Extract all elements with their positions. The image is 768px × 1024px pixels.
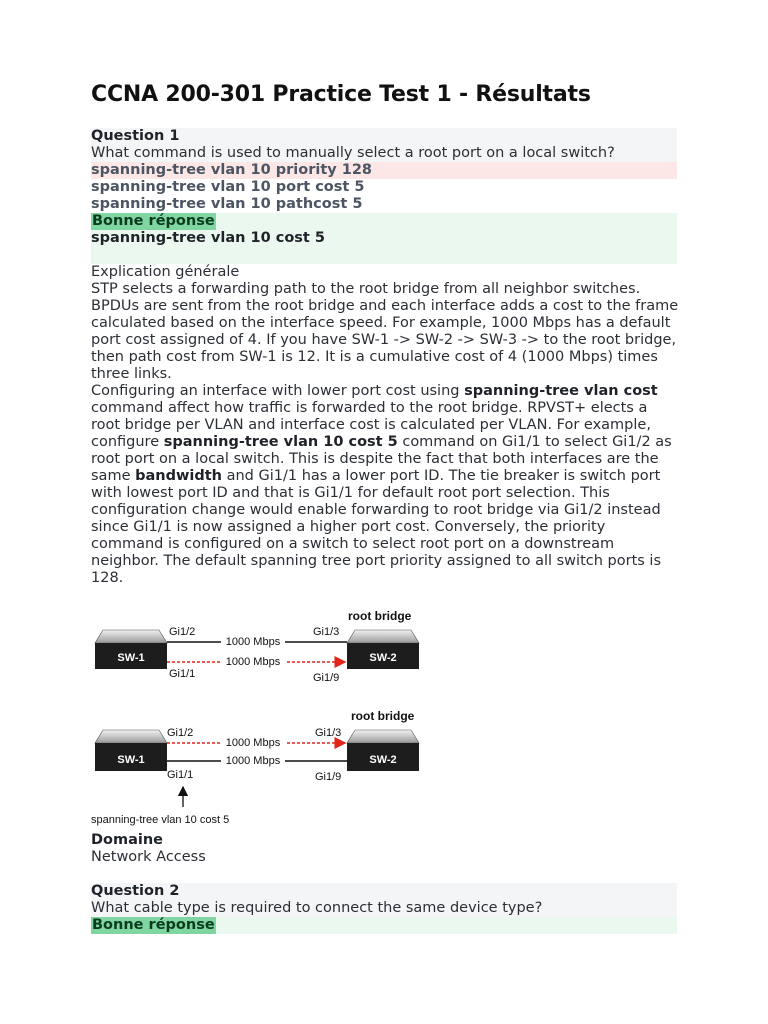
question-1 (91, 128, 677, 264)
switch-sw1 (95, 730, 167, 771)
page-title: CCNA 200-301 Practice Test 1 - Résultats (91, 82, 591, 107)
switch-sw2 (347, 730, 419, 771)
port-label: Gi1/2 (167, 727, 194, 739)
answer-option: spanning-tree vlan 10 port cost 5 (91, 179, 365, 195)
explanation-heading: Explication générale (91, 264, 240, 280)
annotation-text: spanning-tree vlan 10 cost 5 (91, 814, 230, 826)
question-label: Question 2 (91, 883, 677, 900)
root-bridge-label: root bridge (351, 709, 415, 723)
explanation (91, 264, 681, 587)
port-label: Gi1/1 (169, 668, 196, 680)
question-text: What cable type is required to connect the same device type? (91, 900, 677, 917)
port-label: Gi1/3 (315, 727, 342, 739)
link-speed-label: 1000 Mbps (225, 636, 281, 648)
domain-heading: Domaine (91, 832, 164, 848)
question-label: Question 1 (91, 128, 677, 145)
switch-label: SW-2 (369, 754, 397, 766)
correct-answer-panel (91, 213, 677, 264)
port-label: Gi1/9 (313, 672, 340, 684)
root-bridge-label: root bridge (348, 609, 412, 623)
domain-value: Network Access (91, 849, 206, 865)
domain-section (91, 832, 206, 866)
question-2 (91, 883, 677, 934)
port-label: Gi1/9 (315, 771, 342, 783)
stp-diagram-default (91, 605, 431, 690)
correct-answer: spanning-tree vlan 10 cost 5 (91, 230, 325, 246)
port-label: Gi1/2 (169, 626, 196, 638)
switch-label: SW-2 (369, 652, 397, 664)
explanation-paragraph-2: Configuring an interface with lower port cost using spanning-tree vlan cost command affect how traffic is forwarded to the root bridge. RPVST+ elects a root bridge per VLAN and interface cost is calculated per VLAN. For example, configure spanning-tree vlan 10 cost 5 command on Gi1/1 to select Gi1/2 as root port on a local switch. This is despite the fact that both interfaces are the same bandwidth and Gi1/1 has a lower port ID. The tie breaker is switch port with lowest port ID and that is Gi1/1 for default root port selection. This configuration change would enable forwarding to root bridge via Gi1/2 instead since Gi1/1 is now assigned a higher port cost. Conversely, the priority command is configured on a switch to select root port on a downstream neighbor. The default spanning tree port priority assigned to all switch ports is 128. (91, 383, 672, 586)
port-label: Gi1/3 (313, 626, 340, 638)
explanation-paragraph-1: STP selects a forwarding path to the root bridge from all neighbor switches. BPDUs are sent from the root bridge and each interface adds a cost to the frame calculated based on the interface speed. For example, 1000 Mbps has a default port cost assigned of 4. If you have SW-1 -> SW-2 -> SW-3 -> to the root bridge, then path cost from SW-1 is 12. It is a cumulative cost of 4 (1000 Mbps) times three links. (91, 281, 679, 382)
correct-answer-badge: Bonne réponse (92, 917, 215, 933)
switch-label: SW-1 (117, 754, 145, 766)
stp-diagram-cost-change (91, 705, 431, 830)
switch-sw1 (95, 630, 167, 669)
link-speed-label: 1000 Mbps (225, 755, 281, 767)
link-speed-label: 1000 Mbps (225, 656, 281, 668)
answer-option: spanning-tree vlan 10 pathcost 5 (91, 196, 363, 212)
link-speed-label: 1000 Mbps (225, 737, 281, 749)
switch-label: SW-1 (117, 652, 145, 664)
switch-sw2 (347, 630, 419, 669)
question-text: What command is used to manually select a root port on a local switch? (91, 145, 677, 162)
port-label: Gi1/1 (167, 769, 194, 781)
answer-option-wrong: spanning-tree vlan 10 priority 128 (91, 162, 677, 179)
correct-answer-badge: Bonne réponse (92, 213, 215, 229)
